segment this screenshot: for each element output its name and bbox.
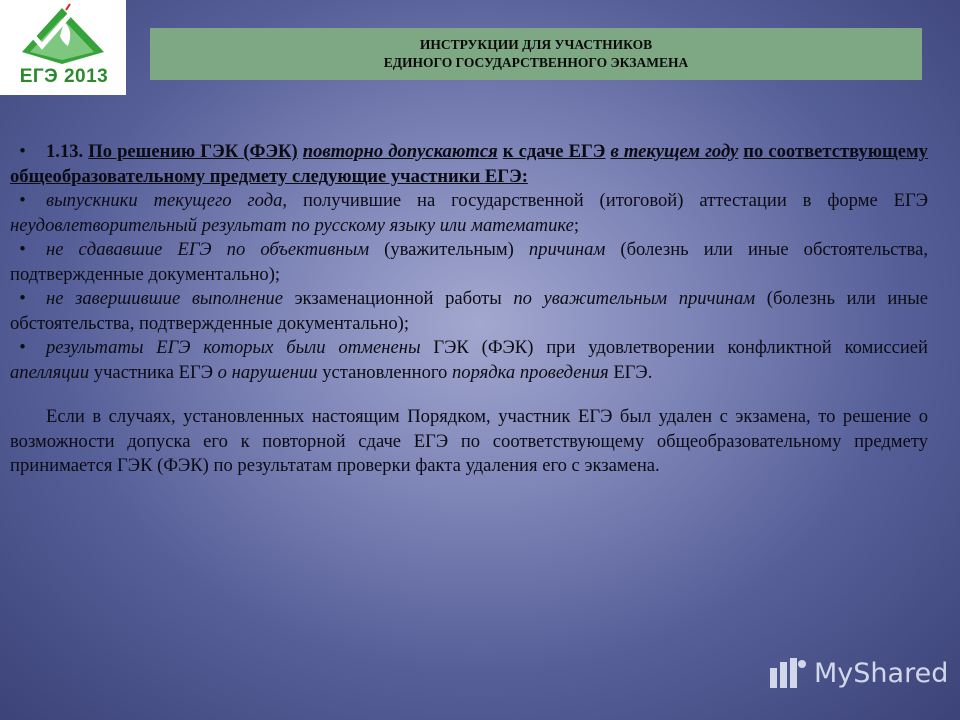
bullet-icon: • (10, 337, 26, 358)
bullet-item-2: • не сдававшие ЕГЭ по объективным (уважительным) причинам (болезнь или иные обстоятельства, подтвержденные документально); (10, 239, 928, 285)
rule-number: 1.13. (46, 141, 84, 162)
bullet-item-4: • результаты ЕГЭ которых были отменены ГЭК (ФЭК) при удовлетворении конфликтной комиссией апелляции участника ЕГЭ о нарушении установленного порядка проведения ЕГЭ. (10, 337, 928, 383)
ege-2013-logo (0, 0, 126, 95)
header-line-2: ЕДИНОГО ГОСУДАРСТВЕННОГО ЭКЗАМЕНА (383, 55, 689, 70)
rule-heading-c: к сдаче ЕГЭ (502, 141, 606, 162)
bullet-icon: • (10, 239, 26, 260)
closing-paragraph: Если в случаях, установленных настоящим Порядком, участник ЕГЭ был удален с экзамена, то решение о возможности допуска его к повторной сдаче ЕГЭ по соответствующему общеобразовательному предмету принимается ГЭК (ФЭК) по результатам проверки факта удаления его с экзамена. (10, 406, 928, 476)
bullet-item-3: • не завершившие выполнение экзаменационной работы по уважительным причинам (болезнь или иные обстоятельства, подтвержденные документально); (10, 288, 928, 334)
rule-heading-d: в текущем году (610, 141, 739, 162)
rule-heading-a: По решению ГЭК (ФЭК) (88, 141, 298, 162)
myshared-logo-icon (768, 656, 808, 690)
bullet-icon: • (10, 190, 26, 211)
myshared-watermark[interactable] (768, 656, 948, 690)
bullet-item-1: • выпускники текущего года, получившие на государственной (итоговой) аттестации в форме ЕГЭ неудовлетворительный результат по русскому языку или математике; (10, 190, 928, 236)
header-line-1: ИНСТРУКЦИИ ДЛЯ УЧАСТНИКОВ (419, 37, 653, 52)
bullet-icon: • (10, 288, 26, 309)
header-banner (150, 28, 922, 80)
logo-text: ЕГЭ 2013 (19, 66, 109, 87)
watermark-text: MyShared (814, 657, 949, 689)
rule-heading (10, 140, 928, 189)
instruction-content (10, 140, 928, 479)
bullet-icon: • (10, 141, 26, 162)
rule-heading-b: повторно допускаются (302, 141, 498, 162)
rule-heading-e: по соответствующему общеобразовательному предмету следующие участники ЕГЭ: (10, 141, 928, 187)
